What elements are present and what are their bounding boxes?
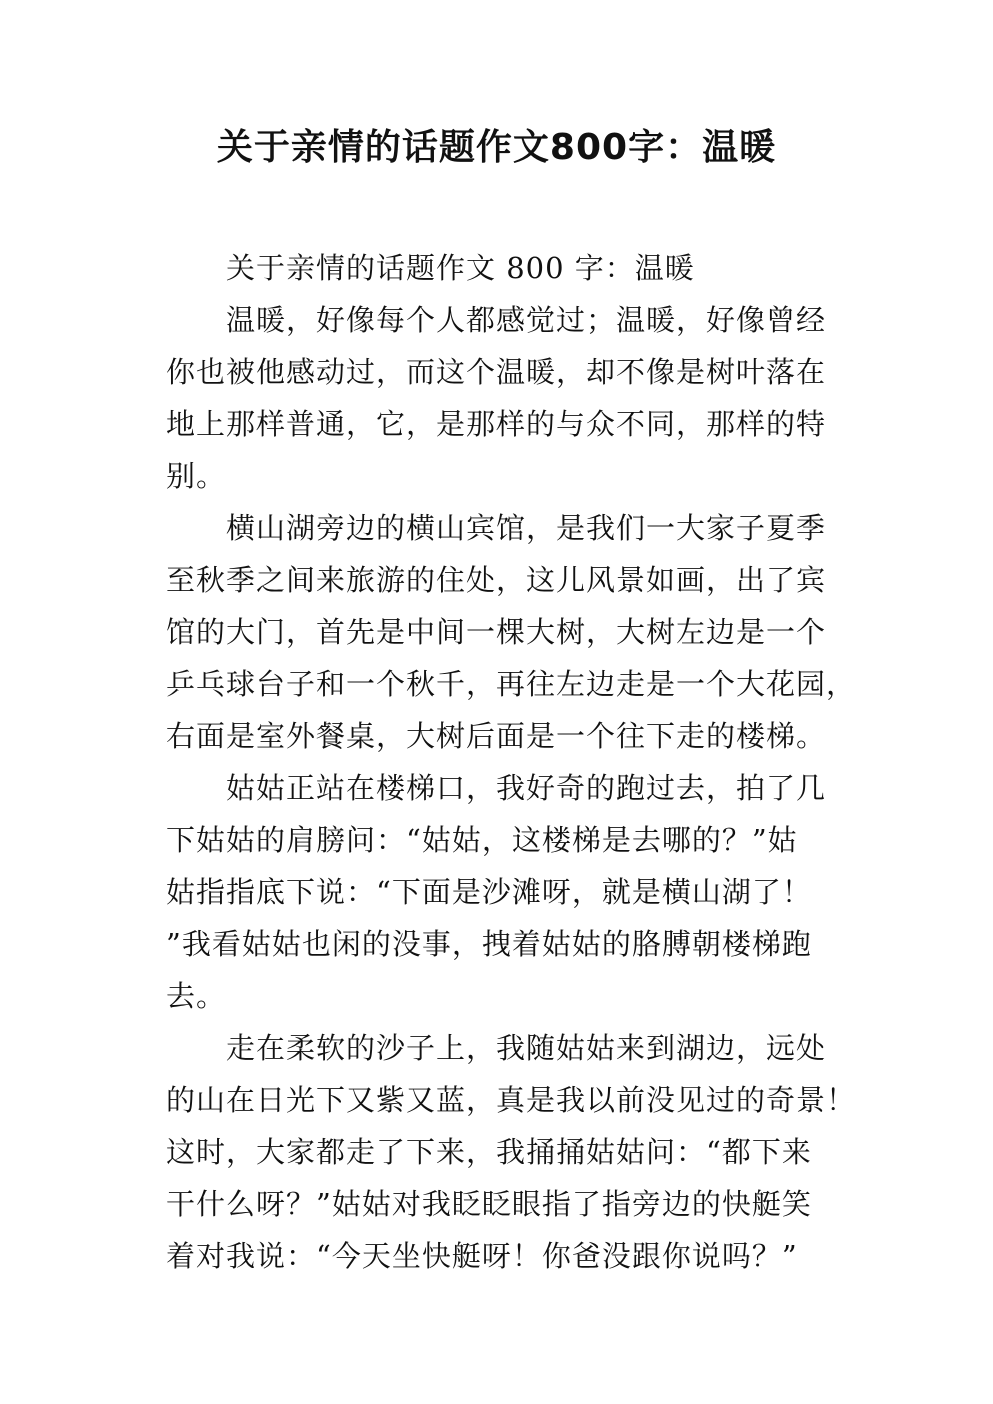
- text-line: 别。: [166, 459, 227, 493]
- text-line: 馆的大门，首先是中间一棵大树，大树左边是一个: [166, 615, 827, 649]
- text-line: 干什么呀？”姑姑对我眨眨眼指了指旁边的快艇笑: [166, 1187, 812, 1221]
- document-body: [166, 242, 857, 1282]
- paragraph: [166, 242, 846, 294]
- text-line: 走在柔软的沙子上，我随姑姑来到湖边，远处: [226, 1031, 827, 1065]
- text-line: ”我看姑姑也闲的没事，拽着姑姑的胳膊朝楼梯跑: [166, 927, 812, 961]
- paragraph: [166, 294, 846, 502]
- text-line: 下姑姑的肩膀问：“姑姑，这楼梯是去哪的？”姑: [166, 823, 798, 857]
- paragraph: [166, 762, 846, 1022]
- text-line: 姑姑正站在楼梯口，我好奇的跑过去，拍了几: [226, 771, 827, 805]
- paragraph: [166, 1022, 857, 1282]
- text-line: 乒乓球台子和一个秋千，再往左边走是一个大花园，: [166, 667, 857, 701]
- text-line: 关于亲情的话题作文 800 字：温暖: [226, 251, 695, 285]
- text-line: 右面是室外餐桌，大树后面是一个往下走的楼梯。: [166, 719, 827, 753]
- text-line: 着对我说：“今天坐快艇呀！你爸没跟你说吗？”: [166, 1239, 798, 1273]
- text-line: 横山湖旁边的横山宾馆，是我们一大家子夏季: [226, 511, 827, 545]
- text-line: 温暖，好像每个人都感觉过；温暖，好像曾经: [226, 303, 827, 337]
- text-line: 这时，大家都走了下来，我捅捅姑姑问：“都下来: [166, 1135, 812, 1169]
- text-line: 去。: [166, 979, 227, 1013]
- text-line: 地上那样普通，它，是那样的与众不同，那样的特: [166, 407, 827, 441]
- text-line: 至秋季之间来旅游的住处，这儿风景如画，出了宾: [166, 563, 827, 597]
- text-line: 的山在日光下又紫又蓝，真是我以前没见过的奇景！: [166, 1083, 857, 1117]
- text-line: 姑指指底下说：“下面是沙滩呀，就是横山湖了！: [166, 875, 812, 909]
- document-title: 关于亲情的话题作文800字：温暖: [216, 127, 777, 168]
- paragraph: [166, 502, 857, 762]
- text-line: 你也被他感动过，而这个温暖，却不像是树叶落在: [166, 355, 827, 389]
